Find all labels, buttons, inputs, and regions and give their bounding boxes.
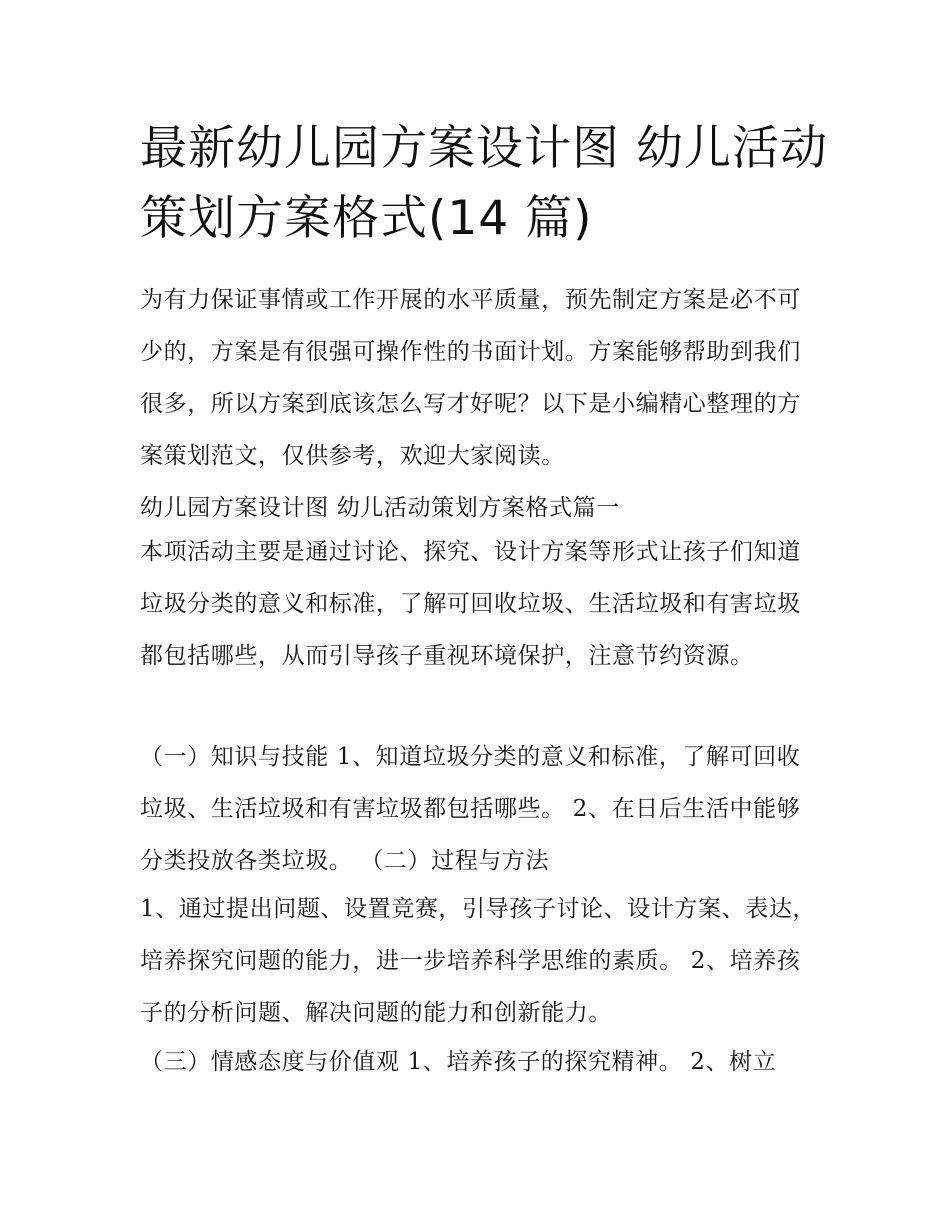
section-heading: 幼儿园方案设计图 幼儿活动策划方案格式篇一 (140, 495, 620, 521)
attitude-values-paragraph: （三）情感态度与价值观 1、培养孩子的探究精神。 2、树立 (140, 1049, 777, 1075)
document-title: 最新幼儿园方案设计图 幼儿活动策划方案格式(14 篇) (140, 121, 828, 246)
process-method-paragraph: 1、通过提出问题、设置竞赛，引导孩子讨论、设计方案、表达，培养探究问题的能力，进一步培养科学思维的素质。 2、培养孩子的分析问题、解决问题的能力和创新能力。 (140, 896, 817, 1026)
intro-paragraph: 为有力保证事情或工作开展的水平质量，预先制定方案是必不可少的，方案是有很强可操作性的书面计划。方案能够帮助到我们很多，所以方案到底该怎么写才好呢？以下是小编精心整理的方案策划范文，仅供参考，欢迎大家阅读。 (140, 287, 801, 469)
activity-description-paragraph: 本项活动主要是通过讨论、探究、设计方案等形式让孩子们知道垃圾分类的意义和标准，了解可回收垃圾、生活垃圾和有害垃圾都包括哪些，从而引导孩子重视环境保护，注意节约资源。 (140, 539, 801, 669)
knowledge-skills-paragraph: （一）知识与技能 1、知道垃圾分类的意义和标准，了解可回收垃圾、生活垃圾和有害垃圾都包括哪些。 2、在日后生活中能够分类投放各类垃圾。 （二）过程与方法 (140, 744, 801, 874)
